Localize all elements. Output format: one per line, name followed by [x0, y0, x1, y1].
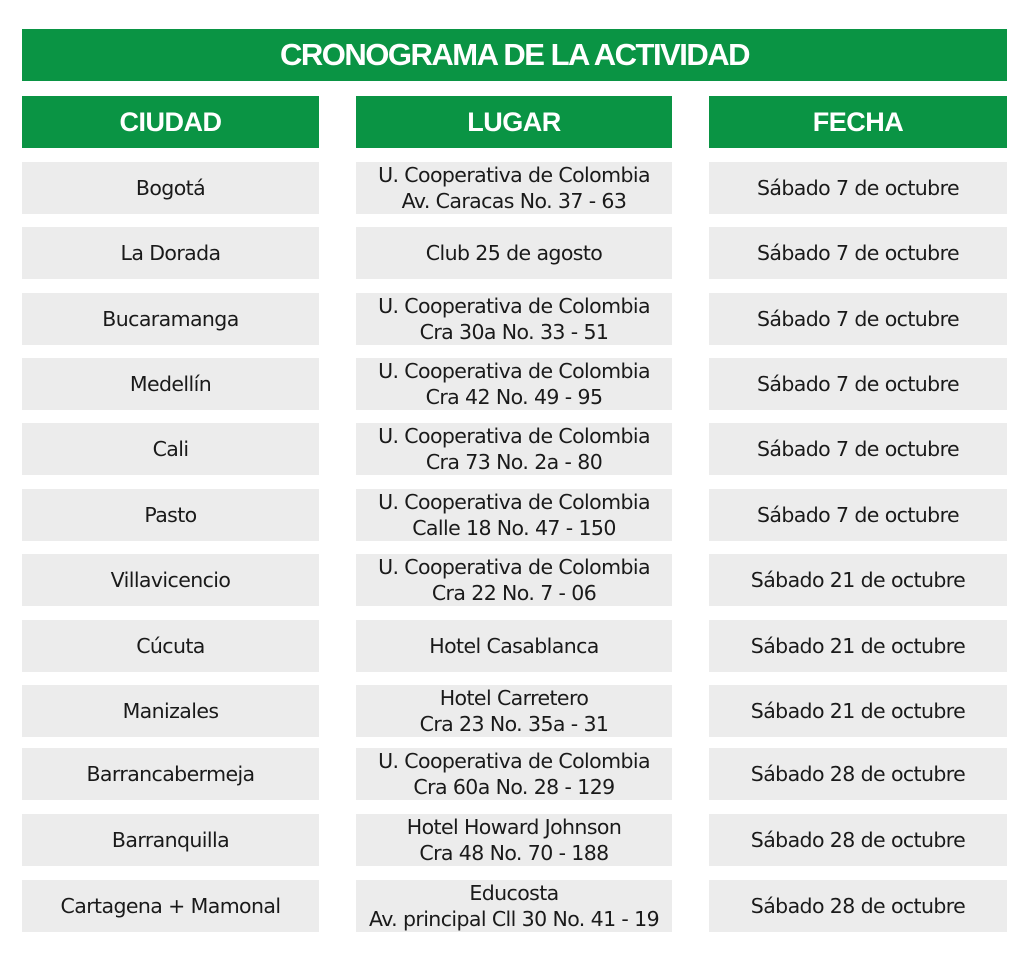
cell-lugar — [356, 814, 672, 866]
table-row — [0, 162, 1024, 214]
lugar-line-1: U. Cooperativa de Colombia — [378, 359, 650, 383]
title-banner — [22, 29, 1007, 81]
lugar-line-2: Cra 22 No. 7 - 06 — [431, 581, 597, 605]
fecha-text: Sábado 7 de octubre — [757, 372, 959, 396]
table-row — [0, 748, 1024, 800]
lugar-line-1: U. Cooperativa de Colombia — [378, 294, 650, 318]
ciudad-text: Pasto — [144, 503, 197, 527]
fecha-text: Sábado 21 de octubre — [750, 634, 966, 658]
lugar-line-2: Av. Caracas No. 37 - 63 — [401, 189, 627, 213]
cell-lugar — [356, 293, 672, 345]
table-row — [0, 358, 1024, 410]
lugar-line-1: Hotel Carretero — [439, 686, 589, 710]
page-title: CRONOGRAMA DE LA ACTIVIDAD — [279, 37, 750, 72]
lugar-line-2: Cra 23 No. 35a - 31 — [419, 712, 609, 736]
lugar-line-2: Cra 30a No. 33 - 51 — [419, 320, 609, 344]
lugar-line-1: U. Cooperativa de Colombia — [378, 163, 650, 187]
table-row — [0, 685, 1024, 737]
lugar-line-2: Cra 42 No. 49 - 95 — [425, 385, 603, 409]
ciudad-text: Cali — [152, 437, 189, 461]
cell-fecha — [709, 748, 1007, 800]
cell-ciudad — [22, 620, 319, 672]
cell-fecha — [709, 620, 1007, 672]
cell-fecha — [709, 880, 1007, 932]
lugar-line-1: U. Cooperativa de Colombia — [378, 749, 650, 773]
cell-fecha — [709, 489, 1007, 541]
table-row — [0, 554, 1024, 606]
fecha-text: Sábado 7 de octubre — [757, 503, 959, 527]
cell-fecha — [709, 293, 1007, 345]
cell-lugar — [356, 748, 672, 800]
lugar-line-2: Cra 60a No. 28 - 129 — [413, 775, 615, 799]
cell-ciudad — [22, 554, 319, 606]
cell-fecha — [709, 554, 1007, 606]
cell-lugar — [356, 423, 672, 475]
ciudad-text: Cartagena + Mamonal — [60, 894, 281, 918]
fecha-text: Sábado 7 de octubre — [757, 241, 959, 265]
table-row — [0, 227, 1024, 279]
cell-ciudad — [22, 814, 319, 866]
table-row — [0, 293, 1024, 345]
fecha-text: Sábado 7 de octubre — [757, 437, 959, 461]
cell-lugar — [356, 162, 672, 214]
lugar-line-1: Hotel Casablanca — [429, 634, 599, 658]
column-header-ciudad — [22, 96, 319, 148]
column-header-label: FECHA — [812, 106, 904, 137]
table-row — [0, 814, 1024, 866]
cell-fecha — [709, 162, 1007, 214]
lugar-line-1: U. Cooperativa de Colombia — [378, 424, 650, 448]
fecha-text: Sábado 21 de octubre — [750, 568, 966, 592]
cell-lugar — [356, 554, 672, 606]
fecha-text: Sábado 7 de octubre — [757, 307, 959, 331]
table-row — [0, 489, 1024, 541]
column-header-label: CIUDAD — [119, 106, 222, 137]
lugar-line-2: Calle 18 No. 47 - 150 — [412, 516, 616, 540]
lugar-line-1: Hotel Howard Johnson — [406, 815, 622, 839]
fecha-text: Sábado 7 de octubre — [757, 176, 959, 200]
fecha-text: Sábado 28 de octubre — [750, 828, 966, 852]
ciudad-text: Manizales — [122, 699, 219, 723]
lugar-line-2: Av. principal Cll 30 No. 41 - 19 — [368, 907, 660, 931]
cell-ciudad — [22, 748, 319, 800]
cell-ciudad — [22, 685, 319, 737]
ciudad-text: Barranquilla — [111, 828, 230, 852]
table-row — [0, 880, 1024, 932]
cell-fecha — [709, 358, 1007, 410]
lugar-line-2: Cra 73 No. 2a - 80 — [425, 450, 603, 474]
cell-lugar — [356, 880, 672, 932]
fecha-text: Sábado 28 de octubre — [750, 894, 966, 918]
cell-fecha — [709, 814, 1007, 866]
cell-ciudad — [22, 358, 319, 410]
column-header-fecha — [709, 96, 1007, 148]
ciudad-text: Barrancabermeja — [86, 762, 255, 786]
cell-ciudad — [22, 227, 319, 279]
table-row — [0, 423, 1024, 475]
cell-fecha — [709, 685, 1007, 737]
cell-lugar — [356, 358, 672, 410]
cell-ciudad — [22, 880, 319, 932]
cell-fecha — [709, 227, 1007, 279]
cell-lugar — [356, 685, 672, 737]
ciudad-text: Bucaramanga — [102, 307, 239, 331]
cell-lugar — [356, 489, 672, 541]
cell-lugar — [356, 227, 672, 279]
column-header-label: LUGAR — [467, 106, 561, 137]
lugar-line-2: Cra 48 No. 70 - 188 — [419, 841, 609, 865]
cell-ciudad — [22, 162, 319, 214]
table-row — [0, 620, 1024, 672]
cell-ciudad — [22, 423, 319, 475]
lugar-line-1: Club 25 de agosto — [425, 241, 603, 265]
cell-fecha — [709, 423, 1007, 475]
lugar-line-1: U. Cooperativa de Colombia — [378, 490, 650, 514]
lugar-line-1: Educosta — [469, 881, 559, 905]
cell-lugar — [356, 620, 672, 672]
cell-ciudad — [22, 293, 319, 345]
ciudad-text: Bogotá — [135, 176, 206, 200]
ciudad-text: Villavicencio — [110, 568, 231, 592]
cell-ciudad — [22, 489, 319, 541]
ciudad-text: Cúcuta — [136, 634, 205, 658]
ciudad-text: La Dorada — [120, 241, 221, 265]
ciudad-text: Medellín — [129, 372, 212, 396]
fecha-text: Sábado 21 de octubre — [750, 699, 966, 723]
column-header-lugar — [356, 96, 672, 148]
lugar-line-1: U. Cooperativa de Colombia — [378, 555, 650, 579]
fecha-text: Sábado 28 de octubre — [750, 762, 966, 786]
